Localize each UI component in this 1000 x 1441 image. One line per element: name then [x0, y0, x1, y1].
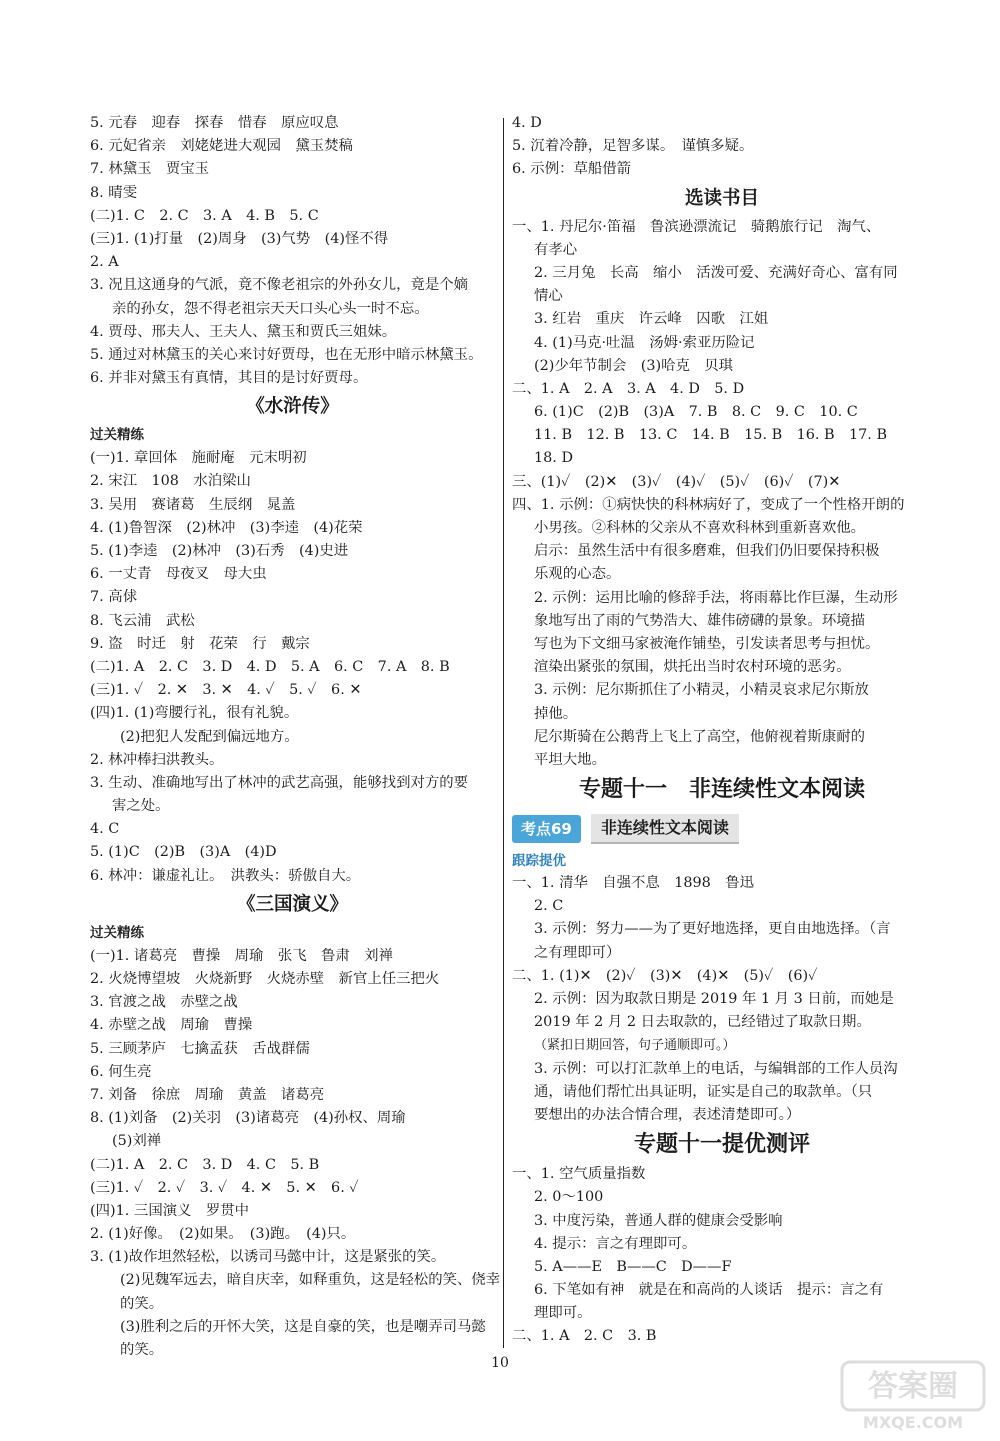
test-title: 专题十一提优测评 [633, 1132, 810, 1158]
answer-line: 2. 示例：运用比喻的修辞手法，将雨幕比作巨瀑，生动形 [534, 589, 898, 606]
answer-line: 11. B 12. B 13. C 14. B 15. B 16. B 17. B [534, 427, 888, 444]
answer-line: (2)少年节制会 (3)哈克 贝琪 [534, 357, 734, 374]
answer-line: 3. 示例：努力——为了更好地选择，更自由地选择。（言 [534, 921, 891, 938]
answer-line: 5. 三顾茅庐 七擒孟获 舌战群儒 [90, 1040, 310, 1057]
answer-line: 亲的孙女，怨不得老祖宗天天口头心头一时不忘。 [112, 300, 429, 317]
answer-line: 害之处。 [112, 798, 170, 815]
answer-line: 2. 火烧博望坡 火烧新野 火烧赤壁 新官上任三把火 [90, 971, 440, 987]
answer-line: 3. 官渡之战 赤壁之战 [90, 994, 238, 1011]
answer-line: 平坦大地。 [534, 751, 606, 768]
special-topic-title: 专题十一 非连续性文本阅读 [578, 777, 865, 803]
answer-line: 8. 晴雯 [90, 184, 138, 201]
answer-line: 2. 林冲棒扫洪教头。 [90, 751, 224, 768]
answer-line: 5. (1)C (2)B (3)A (4)D [90, 844, 277, 861]
answer-line: 9. 盗 时迁 射 花荣 行 戴宗 [90, 635, 310, 652]
answer-line: (2)把犯人发配到偏远地方。 [120, 728, 299, 745]
answer-line: (二)1. A 2. C 3. D 4. C 5. B [90, 1156, 320, 1173]
answer-line: 2. 0～100 [534, 1189, 604, 1206]
answer-line: (2)见魏军远去，暗自庆幸，如释重负，这是轻松的笑、侥幸 [120, 1272, 501, 1289]
tracking-label: 跟踪提优 [512, 853, 566, 870]
answer-line: 4. (1)鲁智深 (2)林冲 (3)李逵 (4)花荣 [90, 519, 363, 536]
watermark-bottom-text: MXQE.COM [862, 1413, 964, 1432]
answer-line: 2. (1)好像。 (2)如果。 (3)跑。 (4)只。 [90, 1226, 356, 1243]
answer-line: 情心 [534, 288, 563, 305]
answer-line: 4. D [512, 115, 542, 131]
answer-line: 2. 宋江 108 水泊梁山 [90, 473, 251, 490]
answer-line: (三)1. ✓ 2. ✕ 3. ✕ 4. ✓ 5. ✓ 6. ✕ [90, 682, 362, 699]
answer-line: 6. 并非对黛玉有真情，其目的是讨好贾母。 [90, 370, 368, 387]
watermark-top-text: 答案圈 [868, 1369, 958, 1404]
column-divider [503, 118, 504, 1348]
answer-line: 6. 下笔如有神 就是在和高尚的人谈话 提示：言之有 [534, 1282, 884, 1299]
answer-line: 小男孩。②科林的父亲从不喜欢科林到重新喜欢他。 [534, 520, 865, 536]
answer-line: 6. 示例：草船借箭 [512, 161, 632, 178]
answer-line: 6. (1)C (2)B (3)A 7. B 8. C 9. C 10. C [534, 404, 858, 421]
answer-line: 5. (1)李逵 (2)林冲 (3)石秀 (4)史进 [90, 543, 349, 559]
answer-line: (二)1. C 2. C 3. A 4. B 5. C [90, 207, 319, 224]
answer-line: 尼尔斯骑在公鹅背上飞上了高空，他俯视着斯康耐的 [534, 728, 865, 745]
answer-line: 二、1. A 2. A 3. A 4. D 5. D [512, 380, 745, 397]
kaodian-title: 非连续性文本阅读 [591, 814, 739, 844]
answer-line: 要想出的办法合情合理，表述清楚即可。） [534, 1106, 801, 1123]
answer-line: 18. D [534, 450, 573, 467]
answer-line: 8. 飞云浦 武松 [90, 612, 195, 629]
section-subtitle: 过关精练 [90, 427, 144, 444]
answer-line: 渲染出紧张的氛围，烘托出当时农村环境的恶劣。 [534, 659, 851, 676]
section-title: 选读书目 [684, 187, 759, 209]
answer-line: 3. 况且这通身的气派，竟不像老祖宗的外孙女儿，竟是个嫡 [90, 277, 469, 294]
answer-line: 7. 刘备 徐庶 周瑜 黄盖 诸葛亮 [90, 1086, 325, 1103]
answer-line: 3. 吴用 赛诸葛 生辰纲 晁盖 [90, 496, 296, 513]
answer-line: 5. 沉着冷静，足智多谋。 谨慎多疑。 [512, 138, 754, 155]
answer-line: 一、1. 空气质量指数 [512, 1166, 646, 1183]
answer-line: 4. 贾母、邢夫人、王夫人、黛玉和贾氏三姐妹。 [90, 323, 397, 340]
answer-line: (一)1. 诸葛亮 曹操 周瑜 张飞 鲁肃 刘禅 [90, 947, 393, 964]
answer-line: 6. 林冲：谦虚礼让。 洪教头：骄傲自大。 [90, 867, 361, 884]
watermark-logo [838, 1358, 988, 1433]
answer-line: (四)1. (1)弯腰行礼，很有礼貌。 [90, 705, 299, 722]
answer-line: 三、(1)✓ (2)✕ (3)✓ (4)✓ (5)✓ (6)✓ (7)✕ [512, 473, 841, 490]
answer-line: 2. 三月兔 长高 缩小 活泼可爱、充满好奇心、富有同 [534, 264, 898, 281]
answer-line: 3. 示例：可以打汇款单上的电话，与编辑部的工作人员沟 [534, 1060, 898, 1077]
right-lines-bottom [512, 1163, 932, 1349]
answer-line: 7. 林黛玉 贾宝玉 [90, 161, 210, 178]
answer-line: 4. 提示：言之有理即可。 [534, 1235, 697, 1252]
answer-line: 5. 通过对林黛玉的关心来讨好贾母，也在无形中暗示林黛玉。 [90, 346, 483, 363]
answer-line: 2. C [534, 898, 564, 915]
answer-line: 四、1. 示例：①病快快的科林病好了，变成了一个性格开朗的 [512, 496, 905, 513]
answer-line: 二、1. A 2. C 3. B [512, 1328, 657, 1345]
answer-line: 4. C [90, 821, 120, 838]
answer-line: 3. 红岩 重庆 许云峰 囚歌 江姐 [534, 311, 769, 328]
answer-line: 3. (1)故作坦然轻松，以诱司马懿中计，这是紧张的笑。 [90, 1249, 446, 1266]
answer-line: (3)胜利之后的开怀大笑，这是自豪的笑，也是嘲弄司马懿 [120, 1318, 486, 1335]
right-lines-middle [512, 872, 932, 1127]
answer-line: 5. A——E B——C D——F [534, 1258, 732, 1275]
answer-line: （紧扣日期回答，句子通顺即可。） [534, 1038, 736, 1054]
answer-line: 2. 示例：因为取款日期是 2019 年 1 月 3 日前，而她是 [534, 991, 894, 1007]
answer-line: (一)1. 章回体 施耐庵 元末明初 [90, 450, 307, 467]
section-subtitle: 过关精练 [90, 924, 144, 941]
kaodian-badge: 考点69 [512, 815, 581, 843]
answer-line: (四)1. 三国演义 罗贯中 [90, 1202, 250, 1219]
answer-line: 理即可。 [534, 1305, 592, 1322]
answer-line: 写也为下文细马家被淹作铺垫，引发读者思考与担忧。 [534, 635, 880, 652]
answer-line: 6. 一丈青 母夜叉 母大虫 [90, 566, 267, 583]
answer-line: (二)1. A 2. C 3. D 4. D 5. A 6. C 7. A 8. B [90, 658, 450, 675]
right-column [512, 112, 932, 1349]
answer-line: 6. 何生亮 [90, 1063, 152, 1080]
answer-line: 3. 示例：尼尔斯抓住了小精灵，小精灵哀求尼尔斯放 [534, 682, 869, 699]
answer-line: 乐观的心态。 [534, 566, 621, 583]
answer-line: 之有理即可） [534, 944, 621, 961]
answer-line: 的笑。 [120, 1342, 164, 1358]
page-number: 10 [491, 1355, 509, 1371]
right-lines-top [512, 112, 932, 772]
answer-line: 3. 中度污染，普通人群的健康会受影响 [534, 1212, 783, 1229]
answer-line: 4. 赤壁之战 周瑜 曹操 [90, 1017, 253, 1034]
answer-line: 8. (1)刘备 (2)关羽 (3)诸葛亮 (4)孙权、周瑜 [90, 1110, 406, 1127]
answer-line: 7. 高俅 [90, 589, 138, 606]
answer-line: 掉他。 [534, 705, 578, 722]
answer-line: (三)1. ✓ 2. ✓ 3. ✓ 4. ✕ 5. ✕ 6. ✓ [90, 1179, 359, 1196]
answer-line: 有孝心 [534, 241, 578, 258]
answer-line: 5. 元春 迎春 探春 惜春 原应叹息 [90, 115, 339, 131]
answer-line: (5)刘禅 [112, 1133, 162, 1150]
answer-line: 象地写出了雨的气势浩大、雄伟磅礴的景象。环境描 [534, 612, 865, 629]
answer-line: 启示：虽然生活中有很多磨难，但我们仍旧要保持积极 [534, 543, 880, 560]
answer-line: 一、1. 丹尼尔·笛福 鲁滨逊漂流记 骑鹅旅行记 淘气、 [512, 218, 881, 235]
answer-line: 的笑。 [120, 1295, 164, 1312]
section-title: 《三国演义》 [236, 893, 348, 915]
section-title: 《水浒传》 [246, 396, 339, 418]
answer-line: 2. A [90, 254, 119, 271]
answer-line: 6. 元妃省亲 刘姥姥进大观园 黛玉焚稿 [90, 138, 353, 155]
answer-line: 4. (1)马克·吐温 汤姆·索亚历险记 [534, 334, 755, 351]
answer-line: (三)1. (1)打量 (2)周身 (3)气势 (4)怪不得 [90, 230, 389, 247]
answer-line: 2019 年 2 月 2 日去取款的，已经错过了取款日期。 [534, 1014, 871, 1031]
answer-line: 通，请他们帮忙出具证明，证实是自己的取款单。（只 [534, 1083, 873, 1100]
answer-line: 一、1. 清华 自强不息 1898 鲁迅 [512, 875, 755, 892]
kaodian-header [512, 812, 932, 846]
answer-line: 3. 生动、准确地写出了林冲的武艺高强，能够找到对方的要 [90, 774, 469, 791]
answer-line: 二、1. (1)✕ (2)✓ (3)✕ (4)✕ (5)✓ (6)✓ [512, 967, 818, 984]
left-column [90, 112, 501, 1362]
